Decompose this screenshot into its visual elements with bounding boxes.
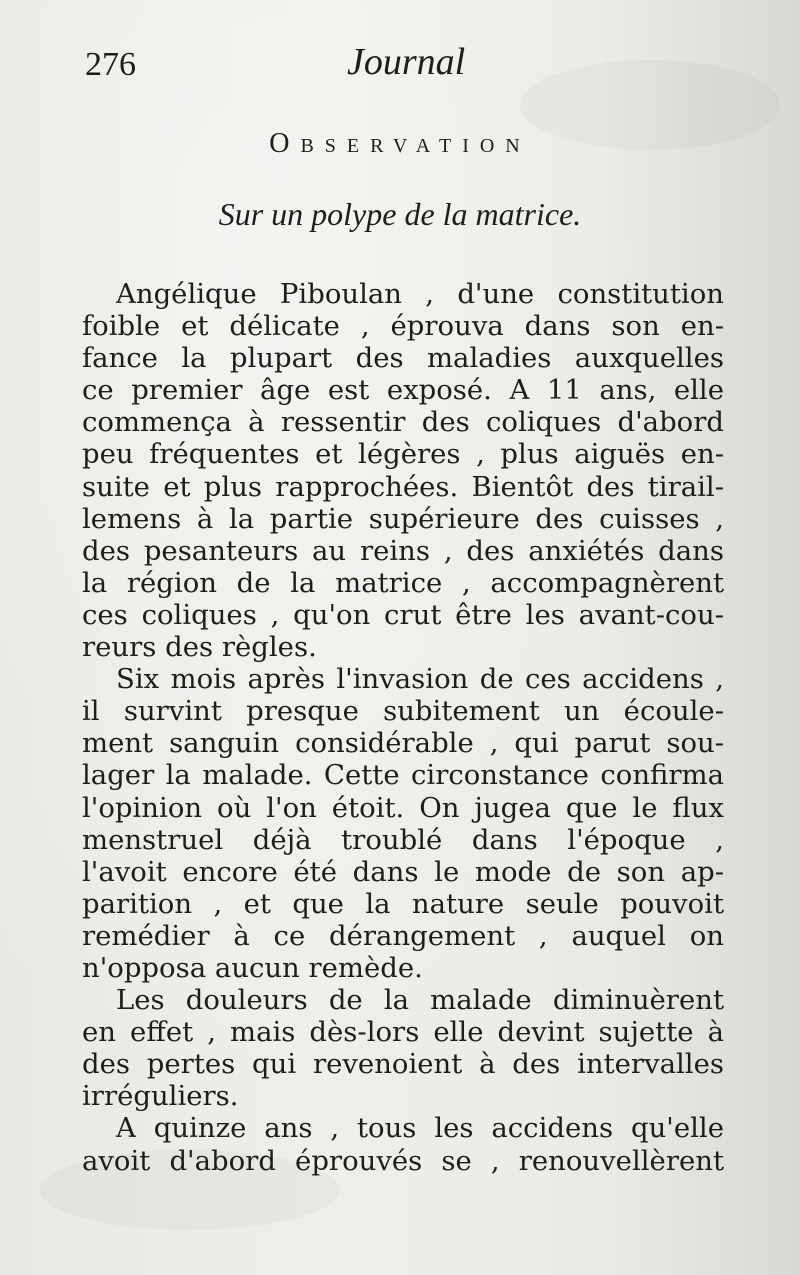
text-line: n'opposa aucun remède. <box>82 951 423 984</box>
paragraph <box>82 278 724 663</box>
text-line: Six mois après l'invasion de ces accidens , <box>116 663 724 696</box>
section-heading: Observation <box>269 128 531 159</box>
text-line: des pertes qui revenoient à des intervalles <box>82 1048 724 1081</box>
text-line: la région de la matrice , accompagnèrent <box>82 566 724 599</box>
page-header <box>85 40 725 100</box>
text-line: reurs des règles. <box>82 631 317 664</box>
text-line: ce premier âge est exposé. A 11 ans, elle <box>82 374 724 407</box>
running-title: Journal <box>347 41 466 83</box>
text-line: peu fréquentes et légères , plus aiguës en- <box>82 438 724 471</box>
text-line: fance la plupart des maladies auxquelles <box>82 342 724 375</box>
text-line: ces coliques , qu'on crut être les avant-cou- <box>82 598 724 631</box>
text-line: il survint presque subitement un écoule- <box>82 695 724 728</box>
text-line: l'opinion où l'on étoit. On jugea que le flux <box>82 791 724 824</box>
text-line: lager la malade. Cette circonstance confirma <box>82 759 724 792</box>
text-line: ment sanguin considérable , qui parut sou- <box>82 727 724 760</box>
text-line: Angélique Piboulan , d'une constitution <box>116 278 724 310</box>
page-number: 276 <box>85 46 136 83</box>
text-line: parition , et que la nature seule pouvoit <box>82 887 724 920</box>
text-line: lemens à la partie supérieure des cuisses , <box>82 502 724 535</box>
text-line: remédier à ce dérangement , auquel on <box>82 919 724 952</box>
text-line: en effet , mais dès-lors elle devint sujette à <box>82 1016 724 1049</box>
section-subtitle: Sur un polype de la matrice. <box>218 196 582 232</box>
paragraph <box>82 1112 724 1176</box>
text-line: des pesanteurs au reins , des anxiétés dans <box>82 534 724 567</box>
text-line: l'avoit encore été dans le mode de son ap- <box>82 855 724 888</box>
text-line: foible et délicate , éprouva dans son en- <box>82 310 724 343</box>
text-line: A quinze ans , tous les accidens qu'elle <box>116 1112 724 1145</box>
text-line: irréguliers. <box>82 1080 239 1113</box>
text-line: commença à ressentir des coliques d'abord <box>82 406 724 439</box>
paragraph <box>82 663 724 984</box>
text-line: avoit d'abord éprouvés se , renouvellèrent <box>82 1144 724 1177</box>
body-text <box>82 278 724 1177</box>
text-line: suite et plus rapprochées. Bientôt des tirail- <box>82 470 724 503</box>
paragraph <box>82 984 724 1112</box>
text-line: menstruel déjà troublé dans l'époque , <box>82 823 724 856</box>
text-line: Les douleurs de la malade diminuèrent <box>116 984 724 1017</box>
